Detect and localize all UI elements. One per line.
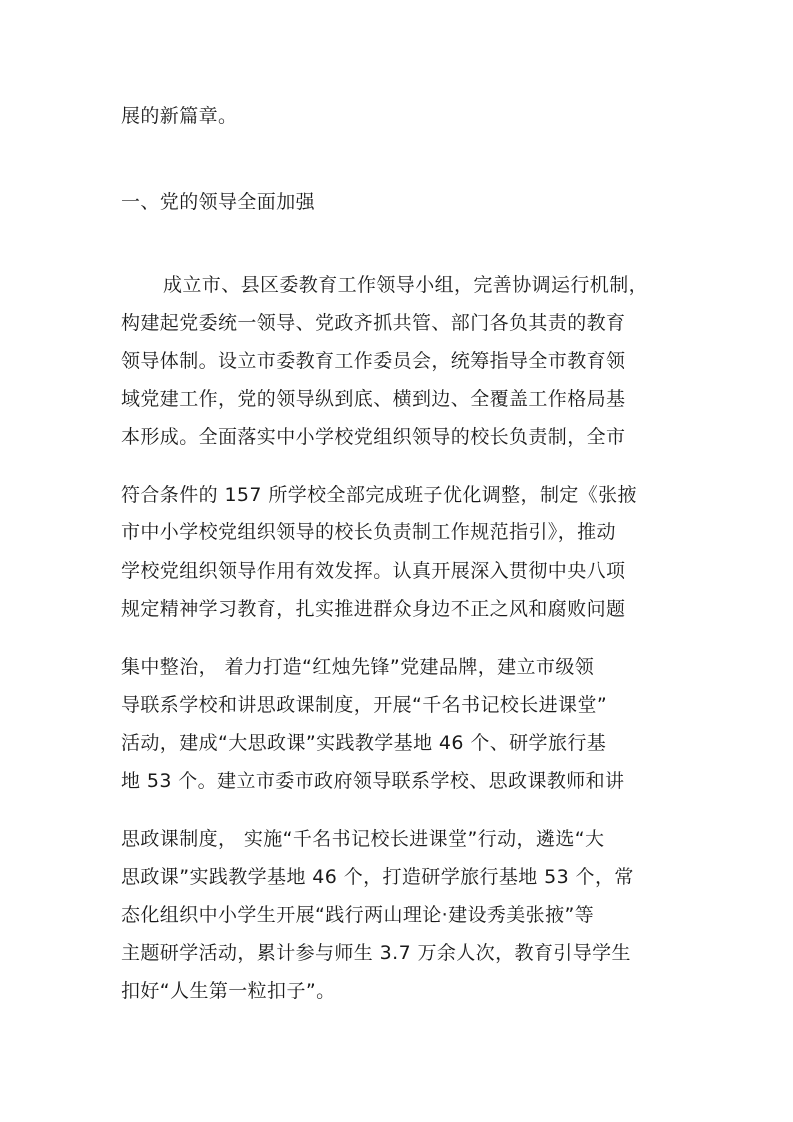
paragraph-line: 集中整治， 着力打造“红烛先锋”党建品牌，建立市级领 <box>121 656 595 678</box>
paragraph-line: 导联系学校和讲思政课制度，开展“千名书记校长进课堂” <box>121 694 608 716</box>
paragraph-line: 本形成。全面落实中小学校党组织领导的校长负责制，全市 <box>121 426 626 448</box>
paragraph-line: 学校党组织领导作用有效发挥。认真开展深入贯彻中央八项 <box>121 560 626 582</box>
paragraph-line: 思政课制度， 实施“千名书记校长进课堂”行动，遴选“大 <box>121 828 605 850</box>
paragraph-line: 扣好“人生第一粒扣子”。 <box>121 980 336 1002</box>
paragraph-line: 地 53 个。建立市委市政府领导联系学校、思政课教师和讲 <box>121 770 625 792</box>
paragraph-line: 规定精神学习教育，扎实推进群众身边不正之风和腐败问题 <box>121 598 626 620</box>
paragraph-line: 态化组织中小学生开展“践行两山理论·建设秀美张掖”等 <box>121 904 595 926</box>
paragraph-line: 活动，建成“大思政课”实践教学基地 46 个、研学旅行基 <box>121 732 607 754</box>
paragraph-line: 领导体制。设立市委教育工作委员会，统筹指导全市教育领 <box>121 350 626 372</box>
paragraph-line: 成立市、县区委教育工作领导小组，完善协调运行机制， <box>163 274 649 296</box>
paragraph-line: 符合条件的 157 所学校全部完成班子优化调整，制定《张掖 <box>121 484 637 506</box>
paragraph-line: 主题研学活动，累计参与师生 3.7 万余人次，教育引导学生 <box>121 942 631 964</box>
paragraph-line: 思政课”实践教学基地 46 个，打造研学旅行基地 53 个，常 <box>121 866 634 888</box>
paragraph-line: 域党建工作，党的领导纵到底、横到边、全覆盖工作格局基 <box>121 388 626 410</box>
continuation-line: 展的新篇章。 <box>121 105 238 127</box>
paragraph-line: 市中小学校党组织领导的校长负责制工作规范指引》，推动 <box>121 521 616 543</box>
paragraph-line: 构建起党委统一领导、党政齐抓共管、部门各负其责的教育 <box>121 312 626 334</box>
section-heading: 一、党的领导全面加强 <box>121 191 316 213</box>
